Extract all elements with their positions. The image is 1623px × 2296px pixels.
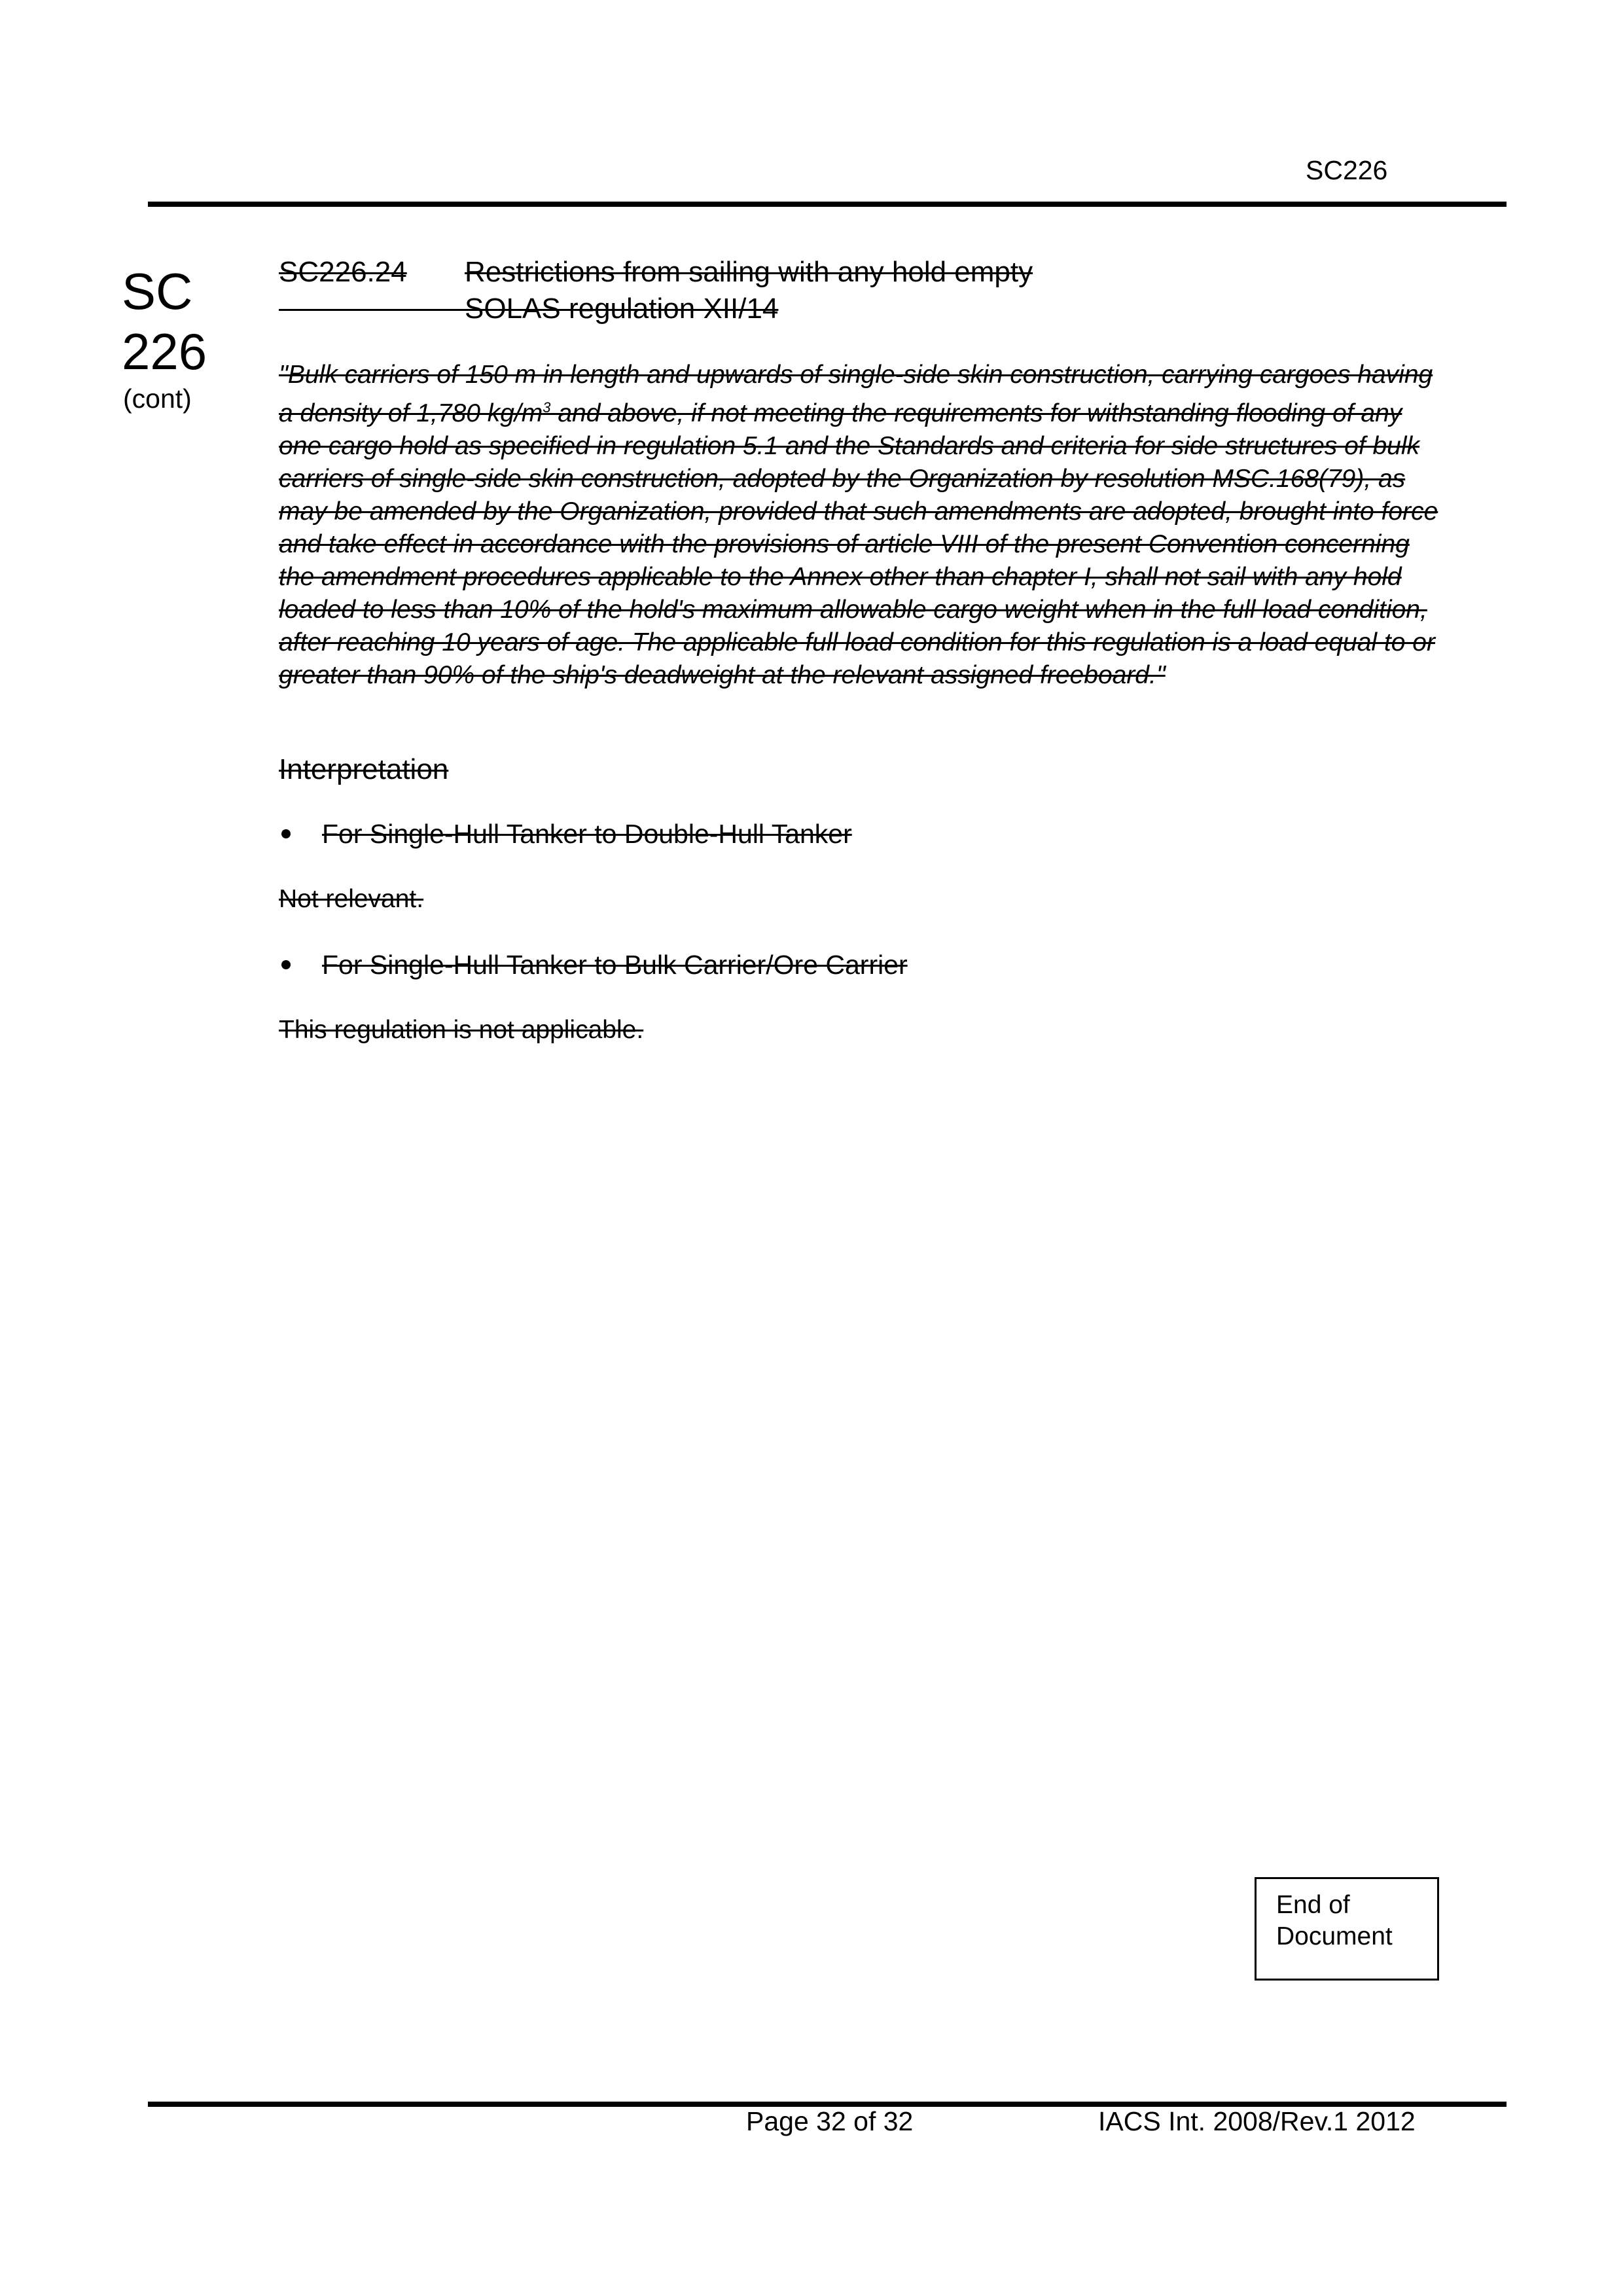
bullet-note: This regulation is not applicable.	[279, 1016, 644, 1044]
quote-text-end: and above, if not meeting the requirements for withstanding flooding of any one cargo hold as specified in regulation 5.1 and the Standards and criteria for side structures of bulk carriers of single-side skin construction, adopted by the Organization by resolution MSC.168(79), as may be amended by the Organization, provided that such amendments are adopted, brought into force and take effect in accordance with the provisions of article VIII of the present Convention concerning the amendment procedures applicable to the Annex other than chapter I, shall not sail with any hold loaded to less than 10% of the hold's maximum allowable cargo weight when in the full load condition, after reaching 10 years of age. The applicable full load condition for this regulation is a load equal to or greater than 90% of the ship's deadweight at the relevant assigned freeboard."	[279, 399, 1438, 689]
interpretation-heading: Interpretation	[279, 753, 449, 785]
bullet-item	[279, 817, 852, 851]
bullet-icon	[281, 960, 291, 969]
page-number: Page 32 of 32	[746, 2106, 914, 2136]
sidebar-cont: (cont)	[123, 384, 192, 414]
header-code: SC226	[1306, 155, 1388, 185]
quote-superscript: 3	[543, 399, 551, 416]
sidebar-number: 226	[122, 323, 207, 380]
bullet-text: For Single-Hull Tanker to Bulk Carrier/Ore Carrier	[322, 950, 908, 980]
subtitle-strike-rule	[279, 309, 465, 311]
end-box-line: End of	[1276, 1891, 1350, 1919]
bullet-note: Not relevant.	[279, 885, 424, 913]
end-of-document-box	[1255, 1877, 1439, 1981]
bullet-item	[279, 948, 908, 982]
sidebar-sc: SC	[122, 262, 193, 320]
document-reference: IACS Int. 2008/Rev.1 2012	[1098, 2106, 1416, 2136]
quote-text-start: "Bulk carriers of 150 m in length and upwards of single-side skin construction, carrying cargoes having a density of 1,780 kg/m	[279, 361, 1433, 427]
section-number: SC226.24	[279, 256, 407, 288]
regulation-quote	[279, 359, 1444, 692]
section-title: Restrictions from sailing with any hold empty	[465, 256, 1033, 288]
bullet-text: For Single-Hull Tanker to Double-Hull Tanker	[322, 819, 852, 849]
bullet-icon	[281, 829, 291, 838]
section-subtitle: SOLAS regulation XII/14	[465, 293, 779, 325]
end-box-line: Document	[1276, 1922, 1393, 1950]
header-rule	[148, 202, 1507, 207]
